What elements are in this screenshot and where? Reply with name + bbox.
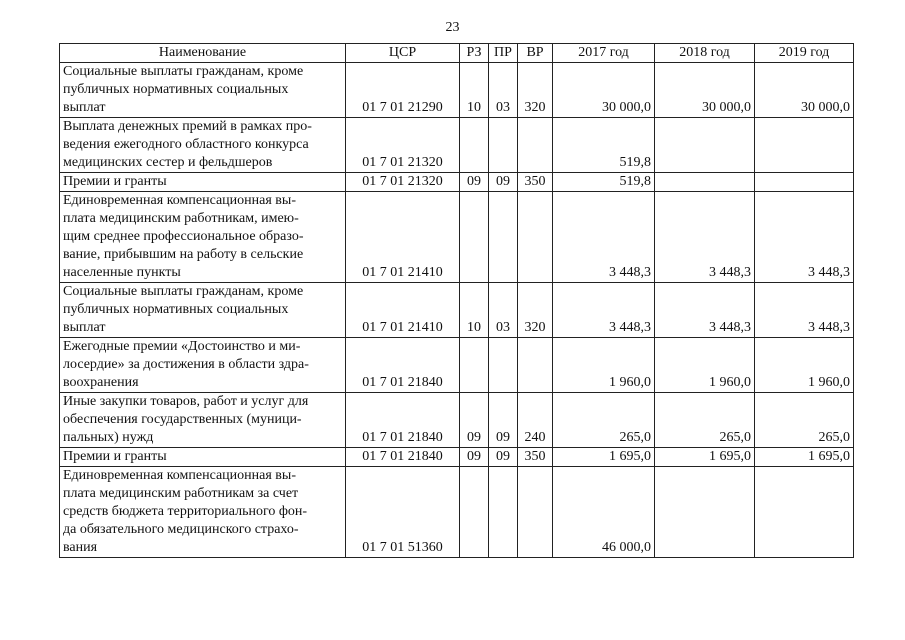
table-row <box>60 338 854 393</box>
cell-rz <box>460 118 489 173</box>
table-row <box>60 393 854 448</box>
name-line: пальных) нужд <box>63 430 154 445</box>
table-row <box>60 467 854 558</box>
cell-2017: 519,8 <box>553 173 655 192</box>
header-csr: ЦСР <box>346 44 460 63</box>
cell-pr <box>489 467 518 558</box>
cell-rz <box>460 338 489 393</box>
table-row <box>60 173 854 192</box>
cell-2019: 30 000,0 <box>755 63 854 118</box>
cell-pr: 09 <box>489 448 518 467</box>
name-line: Премии и гранты <box>63 449 167 464</box>
cell-pr <box>489 118 518 173</box>
header-rz: РЗ <box>460 44 489 63</box>
cell-2019: 3 448,3 <box>755 283 854 338</box>
cell-pr <box>489 192 518 283</box>
header-2017: 2017 год <box>553 44 655 63</box>
name-line: публичных нормативных социальных <box>63 82 289 97</box>
name-line: вания <box>63 540 98 555</box>
header-pr: ПР <box>489 44 518 63</box>
cell-name <box>60 192 346 283</box>
cell-2018: 1 960,0 <box>655 338 755 393</box>
table-row <box>60 118 854 173</box>
cell-vr <box>518 338 553 393</box>
cell-2017: 46 000,0 <box>553 467 655 558</box>
name-line: выплат <box>63 320 106 335</box>
cell-2019 <box>755 467 854 558</box>
cell-name <box>60 173 346 192</box>
cell-2019 <box>755 118 854 173</box>
name-line: плата медицинским работникам за счет <box>63 486 299 501</box>
cell-2018: 30 000,0 <box>655 63 755 118</box>
page-number: 23 <box>445 20 460 35</box>
name-line: Ежегодные премии «Достоинство и ми- <box>63 339 301 354</box>
header-2019: 2019 год <box>755 44 854 63</box>
cell-vr: 350 <box>518 173 553 192</box>
cell-rz: 10 <box>460 283 489 338</box>
name-line: Иные закупки товаров, работ и услуг для <box>63 394 309 409</box>
cell-vr: 320 <box>518 283 553 338</box>
cell-name <box>60 338 346 393</box>
cell-name <box>60 63 346 118</box>
cell-2017: 1 960,0 <box>553 338 655 393</box>
name-line: воохранения <box>63 375 139 390</box>
cell-rz: 09 <box>460 393 489 448</box>
name-line: лосердие» за достижения в области здра- <box>63 357 309 372</box>
name-line: Социальные выплаты гражданам, кроме <box>63 64 304 79</box>
cell-2019: 3 448,3 <box>755 192 854 283</box>
cell-2019: 265,0 <box>755 393 854 448</box>
cell-2018 <box>655 118 755 173</box>
header-name: Наименование <box>60 44 346 63</box>
cell-rz: 09 <box>460 173 489 192</box>
cell-2019 <box>755 173 854 192</box>
cell-2019: 1 960,0 <box>755 338 854 393</box>
cell-vr: 240 <box>518 393 553 448</box>
cell-csr: 01 7 01 21410 <box>346 283 460 338</box>
cell-2018 <box>655 467 755 558</box>
name-line: вание, прибывшим на работу в сельские <box>63 247 304 262</box>
header-vr: ВР <box>518 44 553 63</box>
table-row <box>60 448 854 467</box>
name-line: да обязательного медицинского страхо- <box>63 522 299 537</box>
cell-pr: 09 <box>489 173 518 192</box>
name-line: средств бюджета территориального фон- <box>63 504 308 519</box>
name-line: плата медицинским работникам, имею- <box>63 211 299 226</box>
cell-vr <box>518 192 553 283</box>
name-line: населенные пункты <box>63 265 181 280</box>
cell-pr: 03 <box>489 63 518 118</box>
header-2018: 2018 год <box>655 44 755 63</box>
name-line: щим среднее профессиональное образо- <box>63 229 304 244</box>
cell-pr: 03 <box>489 283 518 338</box>
name-line: Выплата денежных премий в рамках про- <box>63 119 312 134</box>
cell-2018 <box>655 173 755 192</box>
cell-csr: 01 7 01 21410 <box>346 192 460 283</box>
cell-vr <box>518 467 553 558</box>
cell-pr: 09 <box>489 393 518 448</box>
cell-csr: 01 7 01 21290 <box>346 63 460 118</box>
cell-2018: 3 448,3 <box>655 192 755 283</box>
cell-rz: 09 <box>460 448 489 467</box>
cell-csr: 01 7 01 21840 <box>346 393 460 448</box>
cell-rz <box>460 467 489 558</box>
cell-2018: 265,0 <box>655 393 755 448</box>
cell-2017: 519,8 <box>553 118 655 173</box>
cell-2017: 3 448,3 <box>553 283 655 338</box>
name-line: обеспечения государственных (муници- <box>63 412 302 427</box>
table-body <box>60 63 854 558</box>
cell-rz: 10 <box>460 63 489 118</box>
table-row <box>60 63 854 118</box>
cell-name <box>60 118 346 173</box>
cell-2017: 3 448,3 <box>553 192 655 283</box>
name-line: выплат <box>63 100 106 115</box>
cell-name <box>60 467 346 558</box>
cell-2017: 30 000,0 <box>553 63 655 118</box>
cell-vr <box>518 118 553 173</box>
cell-csr: 01 7 01 21320 <box>346 118 460 173</box>
name-line: Социальные выплаты гражданам, кроме <box>63 284 304 299</box>
cell-csr: 01 7 01 51360 <box>346 467 460 558</box>
cell-2017: 1 695,0 <box>553 448 655 467</box>
table-row <box>60 283 854 338</box>
cell-2017: 265,0 <box>553 393 655 448</box>
budget-table <box>59 43 854 558</box>
name-line: медицинских сестер и фельдшеров <box>63 155 273 170</box>
cell-vr: 350 <box>518 448 553 467</box>
header-row <box>60 44 854 63</box>
cell-name <box>60 283 346 338</box>
cell-pr <box>489 338 518 393</box>
name-line: Единовременная компенсационная вы- <box>63 193 296 208</box>
name-line: Единовременная компенсационная вы- <box>63 468 296 483</box>
cell-vr: 320 <box>518 63 553 118</box>
cell-2018: 3 448,3 <box>655 283 755 338</box>
cell-csr: 01 7 01 21320 <box>346 173 460 192</box>
name-line: Премии и гранты <box>63 174 167 189</box>
name-line: ведения ежегодного областного конкурса <box>63 137 309 152</box>
cell-2019: 1 695,0 <box>755 448 854 467</box>
cell-csr: 01 7 01 21840 <box>346 448 460 467</box>
table-row <box>60 192 854 283</box>
cell-csr: 01 7 01 21840 <box>346 338 460 393</box>
cell-rz <box>460 192 489 283</box>
name-line: публичных нормативных социальных <box>63 302 289 317</box>
cell-name <box>60 393 346 448</box>
cell-name <box>60 448 346 467</box>
cell-2018: 1 695,0 <box>655 448 755 467</box>
